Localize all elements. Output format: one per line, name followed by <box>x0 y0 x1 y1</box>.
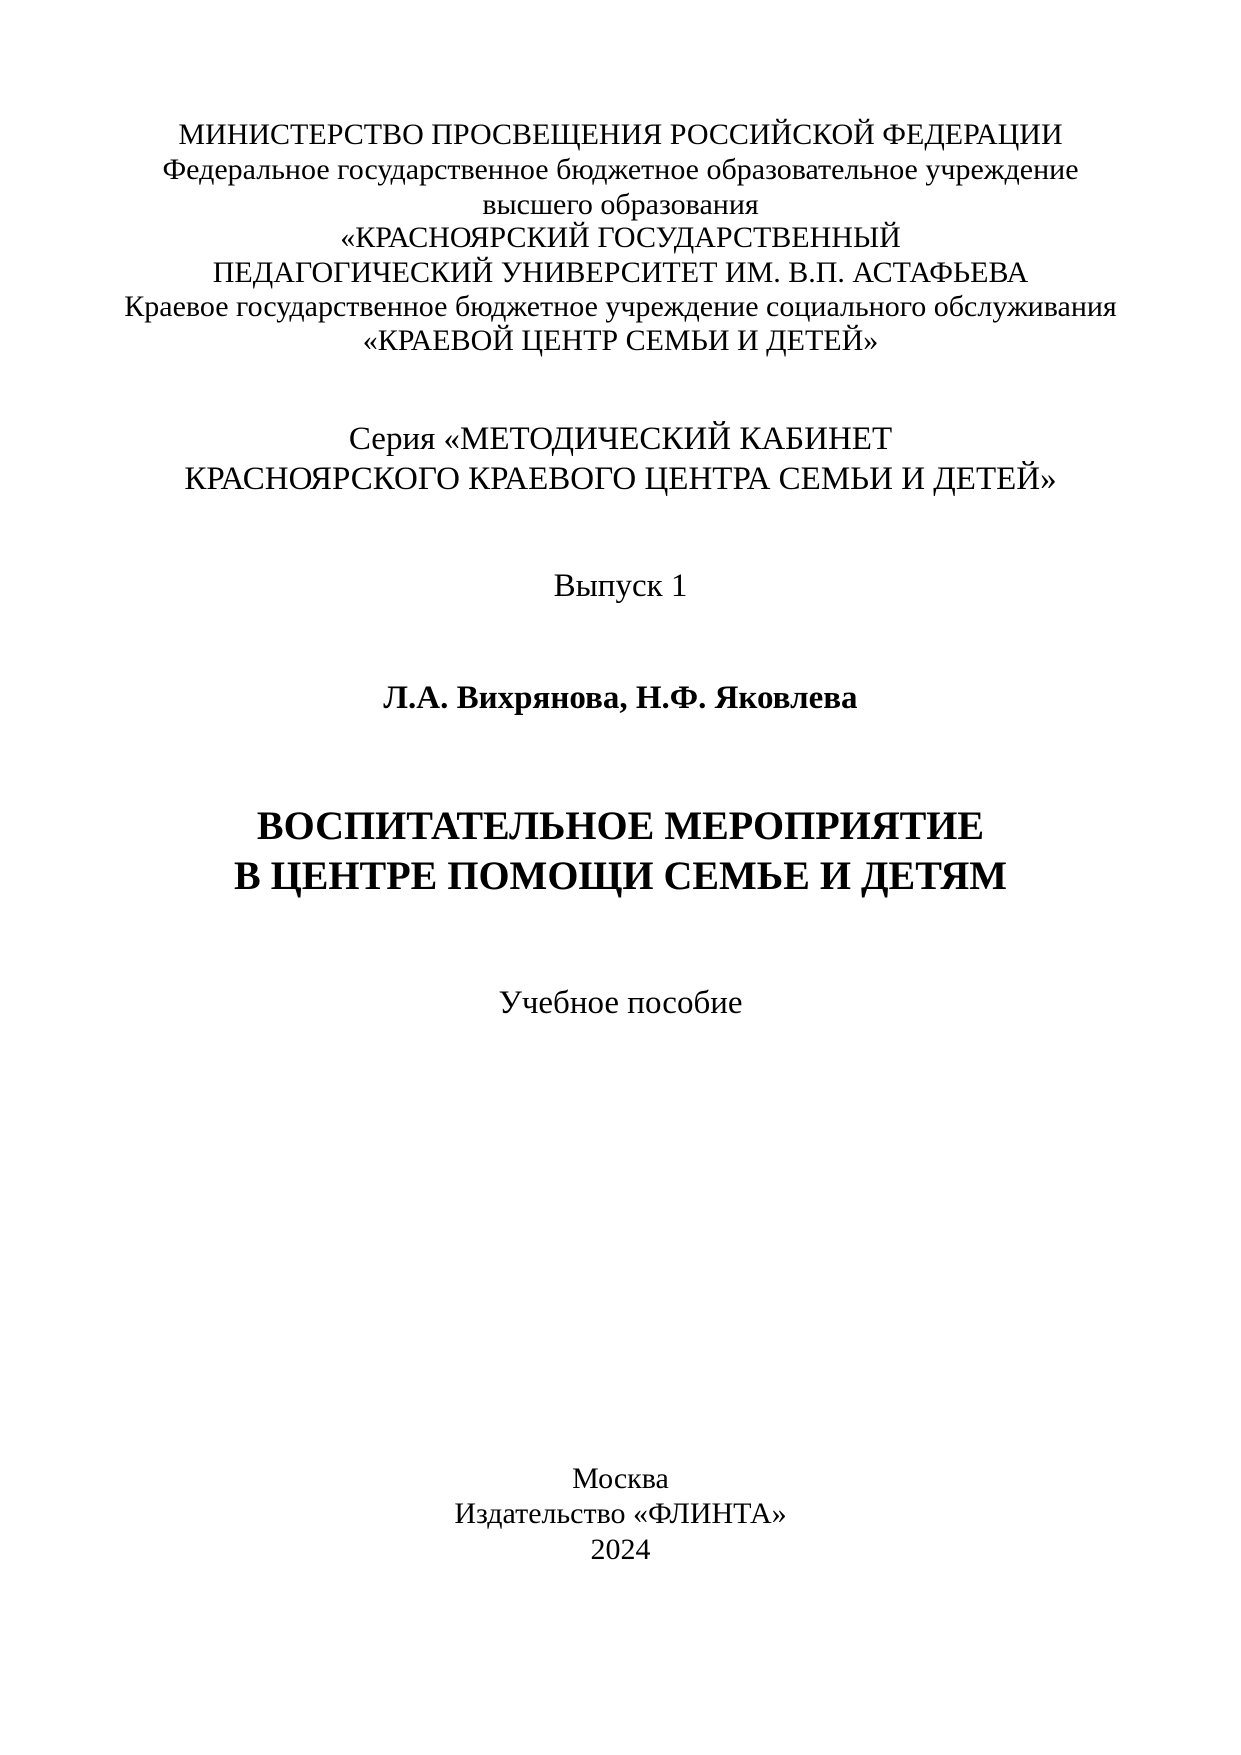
family-center-name-line: «КРАЕВОЙ ЦЕНТР СЕМЬИ И ДЕТЕЙ» <box>362 324 879 357</box>
authors: Л.А. Вихрянова, Н.Ф. Яковлева <box>383 680 858 716</box>
book-title-line-1: ВОСПИТАТЕЛЬНОЕ МЕРОПРИЯТИЕ <box>256 803 985 848</box>
university-name-line-1: «КРАСНОЯРСКИЙ ГОСУДАРСТВЕННЫЙ <box>340 221 901 254</box>
ministry-line: МИНИСТЕРСТВО ПРОСВЕЩЕНИЯ РОССИЙСКОЙ ФЕДЕРАЦИИ <box>178 118 1063 151</box>
social-institution-type-line: Краевое государственное бюджетное учреждение социального обслуживания <box>124 290 1117 323</box>
imprint-year: 2024 <box>590 1533 651 1566</box>
series-line-2: КРАСНОЯРСКОГО КРАЕВОГО ЦЕНТРА СЕМЬИ И ДЕТЕЙ» <box>184 461 1057 497</box>
imprint-city: Москва <box>572 1462 669 1495</box>
education-level-line: высшего образования <box>482 188 759 221</box>
issue-number: Выпуск 1 <box>553 568 688 604</box>
university-name-line-2: ПЕДАГОГИЧЕСКИЙ УНИВЕРСИТЕТ ИМ. В.П. АСТАФЬЕВА <box>212 256 1029 289</box>
document-type: Учебное пособие <box>498 985 743 1021</box>
imprint-publisher: Издательство «ФЛИНТА» <box>454 1497 787 1530</box>
book-title-line-2: В ЦЕНТРЕ ПОМОЩИ СЕМЬЕ И ДЕТЯМ <box>233 853 1008 898</box>
institution-type-line: Федеральное государственное бюджетное образовательное учреждение <box>162 153 1079 186</box>
series-line-1: Серия «МЕТОДИЧЕСКИЙ КАБИНЕТ <box>348 421 893 457</box>
